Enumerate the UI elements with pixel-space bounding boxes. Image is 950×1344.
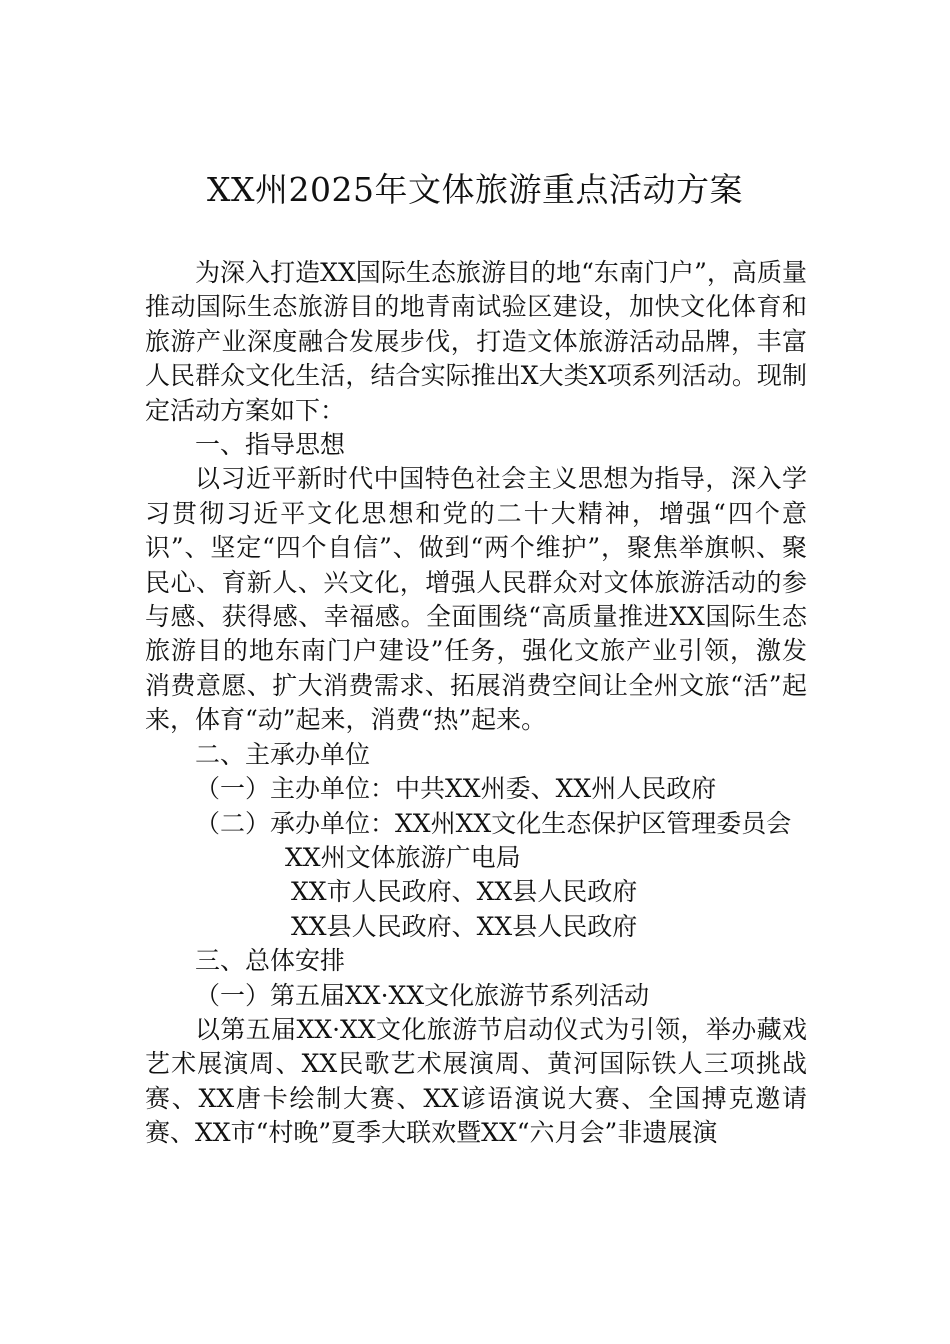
subsection-heading-festival: （一）第五届XX·XX文化旅游节系列活动 xyxy=(195,980,650,1010)
intro-paragraph: 为深入打造XX国际生态旅游目的地“东南门户”，高质量推动国际生态旅游目的地青南试验区建设，加快文化体育和旅游产业深度融合发展步伐，打造文体旅游活动品牌，丰富人民群众文化生活，结合实际推出X大类X项系列活动。现制定活动方案如下： xyxy=(145,258,807,425)
organizer-unit-line: （二）承办单位：XX州XX文化生态保护区管理委员会 xyxy=(195,808,792,838)
organizer-extra-line: XX州文体旅游广电局 xyxy=(285,842,521,872)
host-unit-line: （一）主办单位：中共XX州委、XX州人民政府 xyxy=(195,774,717,804)
document-body xyxy=(145,256,807,1151)
section-heading-overall-arrangement: 三、总体安排 xyxy=(195,946,346,976)
guiding-ideology-paragraph: 以习近平新时代中国特色社会主义思想为指导，深入学习贯彻习近平文化思想和党的二十大精神，增强“四个意识”、坚定“四个自信”、做到“两个维护”，聚焦举旗帜、聚民心、育新人、兴文化，增强人民群众对文体旅游活动的参与感、获得感、幸福感。全面围绕“高质量推进XX国际生态旅游目的地东南门户建设”任务，强化文旅产业引领，激发消费意愿、扩大消费需求、拓展消费空间让全州文旅“活”起来，体育“动”起来，消费“热”起来。 xyxy=(145,464,807,735)
section-heading-guiding-ideology: 一、指导思想 xyxy=(195,430,346,460)
document-title: XX州2025年文体旅游重点活动方案 xyxy=(207,170,743,209)
organizer-extra-line: XX县人民政府、XX县人民政府 xyxy=(291,911,638,941)
section-heading-organizers: 二、主承办单位 xyxy=(195,739,371,769)
festival-paragraph: 以第五届XX·XX文化旅游节启动仪式为引领，举办藏戏艺术展演周、XX民歌艺术展演周、黄河国际铁人三项挑战赛、XX唐卡绘制大赛、XX谚语演说大赛、全国搏克邀请赛、XX市“村晚”夏季大联欢暨XX“六月会”非遗展演 xyxy=(145,1014,807,1148)
organizer-extra-line: XX市人民政府、XX县人民政府 xyxy=(291,877,638,907)
